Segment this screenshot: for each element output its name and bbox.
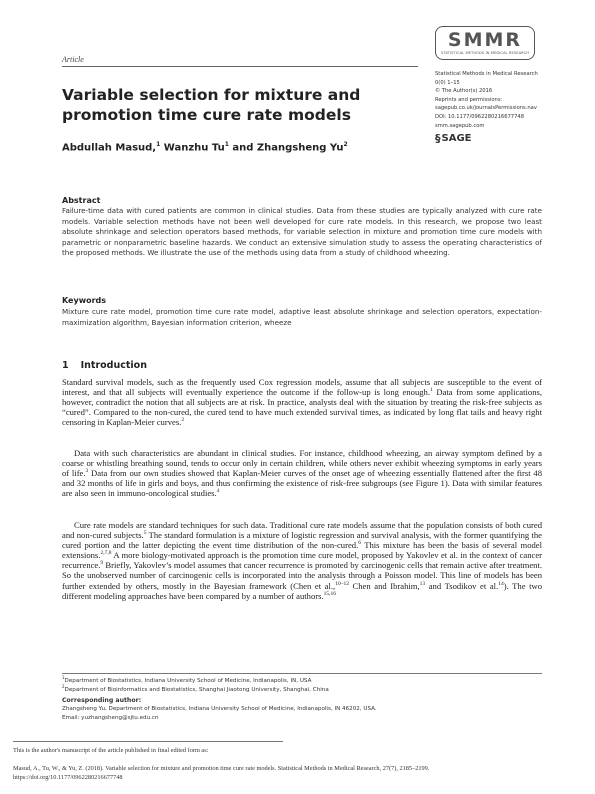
journal-logo-fullname: STATISTICAL METHODS IN MEDICAL RESEARCH [441, 51, 529, 55]
citation: 1 [429, 387, 433, 394]
citation: 14 [498, 580, 504, 587]
journal-logo [435, 26, 535, 60]
intro-paragraph-3: Cure rate models are standard techniques for such data. Traditional cure rate models assume that the population consists of both cured and non-cured subjects.$^5$ The standard formulation is a mixture of logistic regression and survival analysis, with the former quantifying the cured portion and the latter depicting the event time distribution of the non-cured.$^6$ This mixture has been the basis of several model extensions.$^{2,7,8}$ A more biology-motivated approach is the promotion time cure model, proposed by Yakovlev et al. in the context of cancer recurrence.$^9$ Briefly, Yakovlev’s model assumes that cancer recurrence is promoted by carcinogenic cells that remain active after treatment. So the unobserved number of carcinogenic cells is incorporated into the analysis through a Poisson model. This line of models has been further extended by others, mostly in the Bayesian framework (Chen et al.,$^{10-12}$ Chen and Ibrahim,$^{13}$ and Tsodikov et al.$^{14}$). The two different modeling approaches have been compared by a number of authors.$^{15,16}$ [62, 520, 543, 601]
section-title: Introduction [80, 360, 147, 371]
citation: 6 [358, 540, 361, 547]
corresponding-author-heading: Corresponding author: [62, 697, 142, 704]
journal-name: Statistical Methods in Medical Research [435, 71, 538, 77]
abstract-text: Failure-time data with cured patients are common in clinical studies. Data from these studies are typically analyzed with cure rate models. Variable selection methods have not been well developed for cure rate models. In this research, we propose two least absolute shrinkage and selection operators based methods, for variable selection in mixture and promotion time cure models with parametric or nonparametric baseline hazards. We conduct an extensive simulation study to assess the operating characteristics of the proposed methods. We illustrate the use of the methods using data from a study of childhood wheezing. [62, 206, 542, 257]
manuscript-note-rule [13, 741, 283, 742]
doi-link[interactable]: https://doi.org/10.1177/0962280216677748 [13, 774, 123, 781]
citation: 10–12 [335, 580, 349, 587]
affiliation-2: $^2$Department of Bioinformatics and Biostatistics, Shanghai Jiaotong University, Shanghai, China [62, 684, 329, 693]
citation-reference: Masud, A., Tu, W., & Yu, Z. (2018). Variable selection for mixture and promotion time cure rate models. Statistical Methods in Medical Research, 27(7), 2185–2199. [13, 765, 430, 772]
permissions-link[interactable]: sagepub.co.uk/journalsPermissions.nav [435, 105, 537, 112]
header-rule [62, 66, 418, 67]
intro-paragraph-2: Data with such characteristics are abundant in clinical studies. For instance, childhood wheezing, an airway symptom defined by a coarse or whistling breathing sound, tends to occur only in certain children, while others never exhibit wheezing symptoms in early years of life.$^3$ Data from our own studies showed that Kaplan-Meier curves of the onset age of wheezing essentially flattened after the first 48 and 32 months of life in girls and boys, and thus confirming the existence of risk-free subgroups (see Figure 1). Data with similar features are also seen in immuno-oncological studies.$^4$ [62, 448, 542, 499]
author-name: Wanzhu Tu [163, 142, 225, 154]
affiliation-marker: 1 [224, 141, 229, 148]
corresponding-author: Zhangsheng Yu, Department of Biostatistics, Indiana University School of Medicine, Indianapolis, IN 46202, USA. [62, 706, 377, 712]
author-name: Abdullah Masud, [62, 142, 157, 154]
intro-paragraph-1: Standard survival models, such as the frequently used Cox regression models, assume that all subjects are susceptible to the event of interest, and that all subjects will eventually experience the outcome if the follow-up is long enough.$^1$ Data from some applications, however, contradict the notion that all subjects are at risk. In practice, analysts deal with the situation by treating the risk-free subjects as “cured”. Compared to the non-cured, the cured tend to have much extended survival times, as indicated by long flat tails and heavy right censoring in Kaplan-Meier curves.$^2$ [62, 377, 542, 428]
publisher-logo [435, 132, 471, 145]
author-list [62, 141, 422, 153]
affiliation-1: $^1$Department of Biostatistics, Indiana University School of Medicine, Indianapolis, IN, USA [62, 675, 312, 684]
paper-title: Variable selection for mixture and promotion time cure rate models [62, 86, 361, 124]
journal-meta [435, 70, 565, 130]
citation: 15,16 [323, 590, 336, 597]
section-heading-introduction [62, 360, 147, 371]
journal-url[interactable]: smm.sagepub.com [435, 122, 485, 129]
citation: 9 [100, 560, 104, 567]
volume-pages: 0(0) 1–15 [435, 79, 460, 86]
keywords-text: Mixture cure rate model, promotion time cure rate model, adaptive least absolute shrinkage and selection operators, expectation-maximization algorithm, Bayesian information criterion, wheeze [62, 307, 542, 327]
citation: 13 [419, 580, 426, 587]
citation: 2,7,8 [100, 550, 112, 557]
abstract-heading: Abstract [62, 196, 101, 205]
manuscript-note: This is the author's manuscript of the article published in final edited form as: [13, 747, 209, 754]
copyright: © The Author(s) 2016 [435, 88, 493, 95]
affiliation-marker: 2 [343, 141, 348, 148]
author-name: and Zhangsheng Yu [232, 142, 344, 154]
citation: 4 [216, 488, 220, 495]
reprints-label: Reprints and permissions: [435, 96, 503, 103]
sage-s-icon: § [435, 132, 441, 145]
section-number: 1 [62, 360, 69, 371]
keywords-heading: Keywords [62, 296, 107, 305]
citation: 3 [85, 468, 89, 475]
doi[interactable]: DOI: 10.1177/0962280216677748 [435, 113, 525, 120]
journal-logo-abbrev: SMMR [447, 29, 523, 51]
article-type-label: Article [62, 55, 84, 64]
affiliation-marker: 1 [156, 141, 161, 148]
publisher-logo-text: SAGE [441, 133, 472, 144]
footnote-rule [62, 673, 542, 674]
citation: 2 [181, 417, 185, 424]
corresponding-email[interactable]: Email: yuzhangsheng@sjtu.edu.cn [62, 715, 159, 721]
citation: 5 [143, 530, 147, 537]
